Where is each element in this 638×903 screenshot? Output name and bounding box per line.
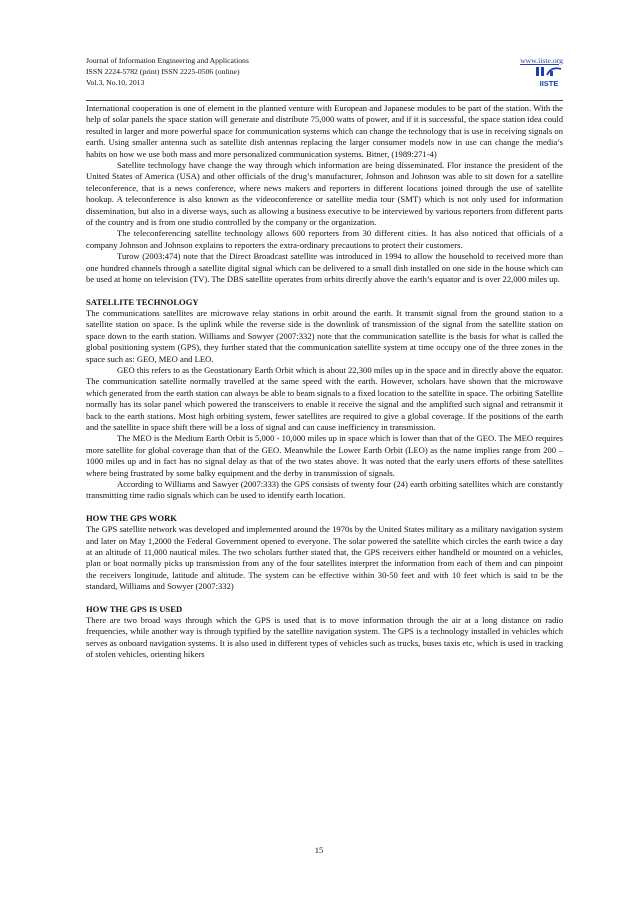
section-heading-satellite-technology: SATELLITE TECHNOLOGY: [86, 296, 199, 307]
journal-header: [86, 55, 563, 97]
paragraph-8: According to Williams and Sawyer (2007:333) the GPS consists of twenty four (24) earth orbiting satellites which are constantly transmitting time radio signals which can be used to identify earth location.: [86, 479, 563, 501]
iiste-logo-icon: [535, 66, 563, 88]
section-heading-how-gps-used: HOW THE GPS IS USED: [86, 603, 183, 614]
paragraph-1: International cooperation is one of element in the planned venture with European and Japanese modules to be part of the station. With the help of solar panels the space station will generate and distribute 75,000 watts of power, and if it is successful, the space station idea could resulted in larger and more powerful space for communication systems which can change the technology that is use in receiving signals on earth. Using smaller antenna such as satellite dish antennas replacing the larger consumer models now in use can change the media’s habits on how we use both mass and more personalized communication systems. Bitner, (1989:271-4): [86, 103, 563, 159]
paragraph-4: Turow (2003:474) note that the Direct Broadcast satellite was introduced in 1994 to allow the household to received more than one hundred channels through a satellite digital signal which can be delivered to a small dish installed on one side in the house which can be used at home on television (TV). The DBS satellite operates from orbits directly above the earth’s equator and is over 22,000 miles up.: [86, 251, 563, 285]
journal-volume: Vol.3, No.10, 2013: [86, 78, 145, 87]
journal-url-link[interactable]: www.iiste.org: [520, 56, 563, 65]
paragraph-6: GEO this refers to as the Geostationary Earth Orbit which is about 22,300 miles up in the space and in directly above the equator. The communication satellite normally travelled at the same speed with the earth. However, scholars have shown that the microwave which generated from the earth station can always be able to beam signals to a fixed location to the satellite in space. The orbiting Satellite normally has its solar panel which powered the transceivers to enable it receive the signal and the amplified such signal and retransmit it back to the earth stations. Most high orbiting system, fewer satellites are required to give a global coverage. If the positions of the earth and the satellite in space shift there will be a loss of signal and can cause inefficiency in transmission.: [86, 364, 563, 432]
article-body: [86, 103, 563, 661]
paragraph-2: Satellite technology have change the way through which information are being disseminated. Flor instance the president of the United States of America (USA) and other officials of the drug’s manufacturer, Johnson and Johnson was able to sit down for a satellite teleconference, that is a news conference, where news makers and reporters in different locations joined through the use of satellite hookup. A teleconference is also known as the videoconference or satellite media tour (SMT) which is not only used for information dissemination, but also in a diverse ways, such as allowing a business executive to be interviewed by various reporters from different parts of the country and is from one studio controlled by the company or the organization.: [86, 160, 563, 228]
paragraph-7: The MEO is the Medium Earth Orbit is 5,000 - 10,000 miles up in space which is lower than that of the GEO. The MEO requires more satellite for global coverage than that of the GEO. Meanwhile the Lower Earth Orbit (LEO) as the name implies range from 200 – 1000 miles up and in fact has no signal delay as that of the two states above. It was noted that the early users efforts of these satellites where being frustrated by some balky equipment and the derby in transmission of signals.: [86, 433, 563, 478]
paragraph-9: The GPS satellite network was developed and implemented around the 1970s by the United States military as a military navigation system and later on May 1,2000 the Federal Government opened to everyone. The solar powered the satellite which circles the earth twice a day at an altitude of 11,000 nautical miles. The two scholars further stated that, the GPS receivers either handheld or mounted on a vehicles, plan or boat normally picks up transmission from any of the four satellites interpret the information from each of them and can pinpoint the receivers longitude, latitude and altitude. The system can be effective within 30-50 feet and with 10 feet which is said to be the standard, Williams and Sowyer (2007:332): [86, 524, 563, 592]
journal-issn: ISSN 2224-5782 (print) ISSN 2225-0506 (online): [86, 67, 240, 76]
header-divider: [86, 100, 563, 101]
paragraph-5: The communications satellites are microwave relay stations in orbit around the earth. It transmit signal from the ground station to a satellite station on space. Is the uplink while the reverse side is the downlink of transmission of the signal from the satellite station on space down to the earth station. Williams and Sowyer (2007:332) note that the communication satellite is the basis for what is called the global positioning system (GPS), they further stated that the communication satellite system at time occupy one of the three zones in the space such as: GEO, MEO and LEO.: [86, 307, 563, 364]
paragraph-10: There are two broad ways through which the GPS is used that is to move information through the air at a long distance on radio frequencies, while another way is through typified by the satellite navigation system. The GPS is a technology installed in vehicles which serves as onboard navigation systems. It is also used in different types of vehicles such as trucks, buses taxis etc, which is used in tracking of stolen vehicles, orienting hikers: [86, 615, 563, 660]
logo-wordmark: IISTE: [539, 79, 559, 88]
section-heading-how-gps-work: HOW THE GPS WORK: [86, 512, 177, 523]
page-number: 15: [314, 845, 324, 855]
journal-title: Journal of Information Engineering and Applications: [86, 56, 249, 65]
paragraph-3: The teleconferencing satellite technology allows 600 reporters from 30 different cities. It has also noticed that officials of a company Johnson and Johnson explains to reporters the extra-ordinary precautions to protect their customers.: [86, 228, 563, 250]
